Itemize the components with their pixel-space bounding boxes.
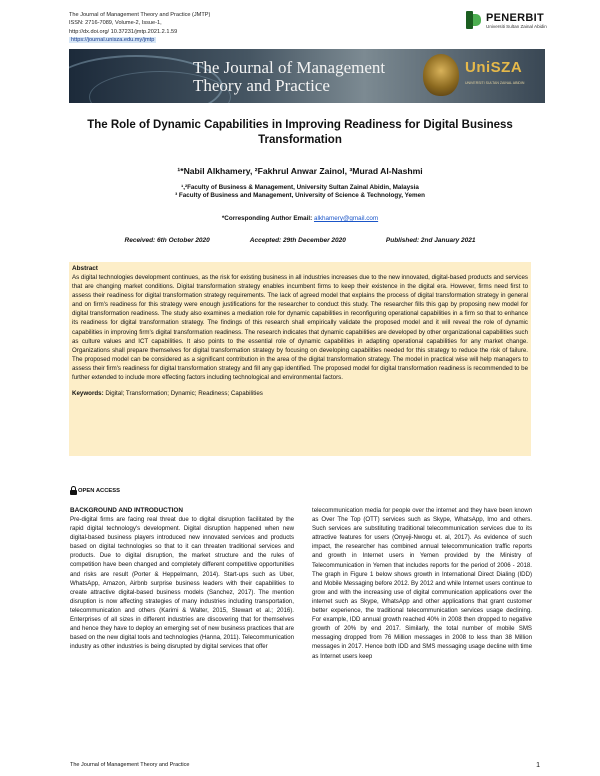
body-column-right [312,506,532,758]
affiliations [70,184,530,201]
received-date: Received: 6th October 2020 [124,237,210,244]
abstract-box [69,262,531,456]
corresponding-author [70,215,530,222]
corresponding-label: *Corresponding Author Email: [221,215,313,222]
paper-title: The Role of Dynamic Capabilities in Improving Readiness for Digital Business Transformation [87,119,513,146]
publisher-logo [465,9,547,31]
published-date: Published: 2nd January 2021 [385,237,476,244]
section-heading: BACKGROUND AND INTRODUCTION [70,507,184,514]
abstract-heading: Abstract [72,265,98,272]
body-paragraph: Pre-digital firms are facing real threat due to digital disruption facilitated by the rapid digital technology's development. Digital disruption happened when new digital-based business players introduced new innovated services and products based on digital technologies so that to it can threaten traditional services and products. Due to digital disruption, the market structure and the rules of competition have been changed and completely different competitive opportunities and risks are result (Porter & Heppelmann, 2014). Start-ups such as Uber, WhatsApp, Amazon, Airbnb surprise business leaders with their capabilities to create attractive digital-based business models (Sanchez, 2017). The mention disruption is now affecting strategies of many industries including transportation, telecommunication and others (Karimi & Walter, 2015, Stewart et al.; 2016). Enterprises of all sizes in different industries are discovering that for themselves and hence they have to deploy an emerging set of new business practices that are based on the new digital tools and technologies (Hanna, 2011). Telecommunication industry as other industries is being disrupted by digital services that offer [70,516,294,651]
affiliation-1: ¹,²Faculty of Business & Management, University Sultan Zainal Abidin, Malaysia [181,184,419,191]
accepted-date: Accepted: 29th December 2020 [249,237,346,244]
publication-dates [70,237,530,244]
publisher-name: PENERBIT [486,11,545,24]
keywords [72,390,528,398]
open-lock-icon [70,486,77,495]
corresponding-email-link[interactable]: alkhamery@gmail.com [313,215,379,222]
abstract-text: As digital technologies development continues, as the risk for existing business in all industries increases due to the new innovated, digital-based products and services that are changing market conditions. Digital transformation strategy enables incumbent firms to keep their existence in the digital era. However, firms need first to assess their readiness for digital transformation strategy requirements. The lack of agreed model that explains the process of digital transformation strategy in general and on firm's readiness for this strategy were enough justifications for the researcher to conduct this study. The researcher fills this gap by proposing new model for digital transformation readiness. The study also examines a mediation role for dynamic capabilities in reconfiguring operational capabilities in a firm so that to enhance its readiness for digital transformation strategy. The findings of this research shall empirically validate the proposed model and it will reveal the role of dynamic capabilities in improving firm's digital transformation readiness. The research indicates that dynamic capabilities are developed by other organizational capabilities such as culture values and ICT capabilities. It also points to the essential role of dynamic capabilities in adapting operational capabilities for any market change. Organizations shall prepare themselves for digital transformation strategy by focusing on developing capabilities needed for this strategy to reduce the risk of failure. The proposed model can be considered as a significant contribution in the area of the digital transformation strategy. The model in practical wise will help managers to assess their firm's readiness for digital transformation strategy and fill any gap identified. The proposed model for digital transformation readiness is recommended to be further extended to include more effecting factors including technological and environmental factors. [72,274,528,382]
affiliation-2: ³ Faculty of Business and Management, University of Science & Technology, Yemen [175,192,425,200]
keywords-list: Digital; Transformation; Dynamic; Readiness; Capabilities [105,390,263,398]
issn-line: ISSN: 2716-7089, Volume-2, Issue-1, [69,20,162,27]
journal-name-line: The Journal of Management Theory and Practice (JMTP) [69,12,211,18]
keywords-label: Keywords: [72,390,104,398]
university-logo-text: UniSZA [465,59,523,76]
journal-banner [69,49,545,103]
body-column-left [70,506,294,758]
page-footer [70,762,540,769]
journal-metadata [69,11,210,45]
penerbit-icon [465,9,483,31]
journal-url-link[interactable]: https://journal.unisza.edu.my/jmtp [71,37,155,44]
author-list: ¹*Nabil Alkhamery, ²Fakhrul Anwar Zainol, ³Murad Al-Nashmi [177,166,423,176]
banner-title: The Journal of Management Theory and Practice [193,58,386,95]
open-access-label: OPEN ACCESS [78,487,120,494]
footer-journal-name: The Journal of Management Theory and Practice [70,762,190,768]
university-logo-sub: UNIVERSITI SULTAN ZAINAL ABIDIN [465,81,525,85]
open-access-badge [70,486,120,495]
university-seal-icon [423,54,459,96]
page-number: 1 [536,762,540,769]
publisher-sub: Universiti Sultan Zainal Abidin [486,23,547,29]
doi-line: http://dx.doi.org/ 10.37231/jmtp.2021.2.1.59 [69,28,178,35]
body-paragraph: telecommunication media for people over the internet and they have been known as Over The Top (OTT) services such as Skype, WhatsApp, Imo and others. Such services are substituting traditional telecommunication services due to its attractive features for users (Onyeji-Nwogu et. al, 2017). As evidence of such impact, the researcher has combined annual telecommunication traffic reports and growth in Internet users in Yemen provided by the Ministry of Telecommunication in Yemen that includes reports for the period of 2006 - 2018. The graph in Figure 1 below shows growth in International Direct Dialing (IDD) and Mobile Messaging before 2012. By 2012 and while Internet users continue to grow and with the increasing use of digital communication applications over the internet such as Skype, WhatsApp and other applications that grant customer better experience, the traditional telecommunication services usage declining. For example, IDD annual growth reached 40% in 2008 then dropped to negative growth of 20% by end 2017. Similarly, the total number of mobile SMS messaging dropped from 76 Million messages in 2008 to less than 38 Million messages in 2017. Hence both IDD and SMS messaging usage decline with time as Internet users keep [312,507,532,660]
